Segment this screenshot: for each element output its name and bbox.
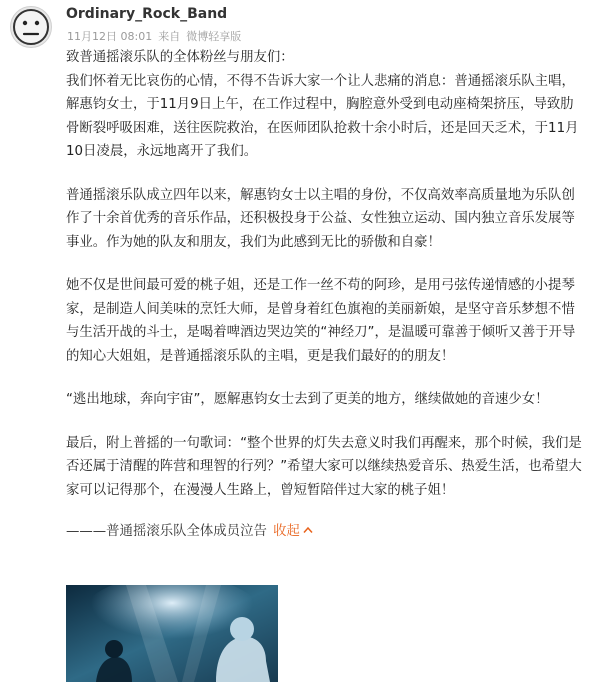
- post-photo-thumbnail[interactable]: [66, 585, 278, 682]
- post-content: [66, 46, 582, 544]
- post-source[interactable]: 微博轻享版: [186, 30, 242, 43]
- post-meta: [67, 28, 247, 44]
- chevron-up-icon[interactable]: [303, 526, 313, 534]
- username[interactable]: Ordinary_Rock_Band: [66, 6, 228, 22]
- signature: ———普通摇滚乐队全体成员泣告: [66, 524, 267, 539]
- collapse-label[interactable]: 收起: [273, 524, 300, 539]
- avatar[interactable]: [10, 6, 52, 48]
- post-paragraph: 她不仅是世间最可爱的桃子姐，还是工作一丝不苟的阿珍，是用弓弦传递情感的小提琴家，是制造人间美味的烹饪大师，是曾身着红色旗袍的美丽新娘，是坚守音乐梦想不惜与生活开战的斗士，是喝着啤酒边哭边笑的“神经刀”，是温暖可靠善于倾听又善于开导的知心大姐姐，是普通摇滚乐队的主唱，更是我们最好的的朋友！: [66, 278, 576, 364]
- post-date[interactable]: 11月12日 08:01: [67, 30, 153, 43]
- expressionless-face-icon: [11, 7, 51, 47]
- post-paragraph: “逃出地球，奔向宇宙”，愿解惠钧女士去到了更美的地方，继续做她的音速少女！: [66, 392, 549, 407]
- concert-photo-image: [66, 585, 278, 682]
- collapse-link[interactable]: [273, 524, 313, 539]
- post-paragraph: 最后，附上普摇的一句歌词：“整个世界的灯失去意义时我们再醒来，那个时候，我们是否还属于清醒的阵营和理智的行列？”希望大家可以继续热爱音乐、热爱生活，也希望大家可以记得那个，在漫漫人生路上，曾短暂陪伴过大家的桃子姐！: [66, 435, 582, 498]
- post-header: [10, 4, 590, 46]
- source-prefix: 来自: [158, 30, 181, 43]
- post-paragraph: 我们怀着无比哀伤的心情，不得不告诉大家一个让人悲痛的消息：普通摇滚乐队主唱，解惠钧女士，于11月9日上午，在工作过程中，胸腔意外受到电动座椅架挤压，导致肋骨断裂呼吸困难，送往医院救治，在医师团队抢救十余小时后，还是回天乏术，于11月10日凌晨，永远地离开了我们。: [66, 73, 579, 159]
- post-signature-line: [66, 520, 582, 544]
- post-paragraph: 普通摇滚乐队成立四年以来，解惠钧女士以主唱的身份，不仅高效率高质量地为乐队创作了十余首优秀的音乐作品，还积极投身于公益、女性独立运动、国内独立音乐发展等事业。作为她的队友和朋友，我们为此感到无比的骄傲和自豪！: [66, 187, 575, 250]
- post-greeting: 致普通摇滚乐队的全体粉丝与朋友们：: [66, 50, 294, 65]
